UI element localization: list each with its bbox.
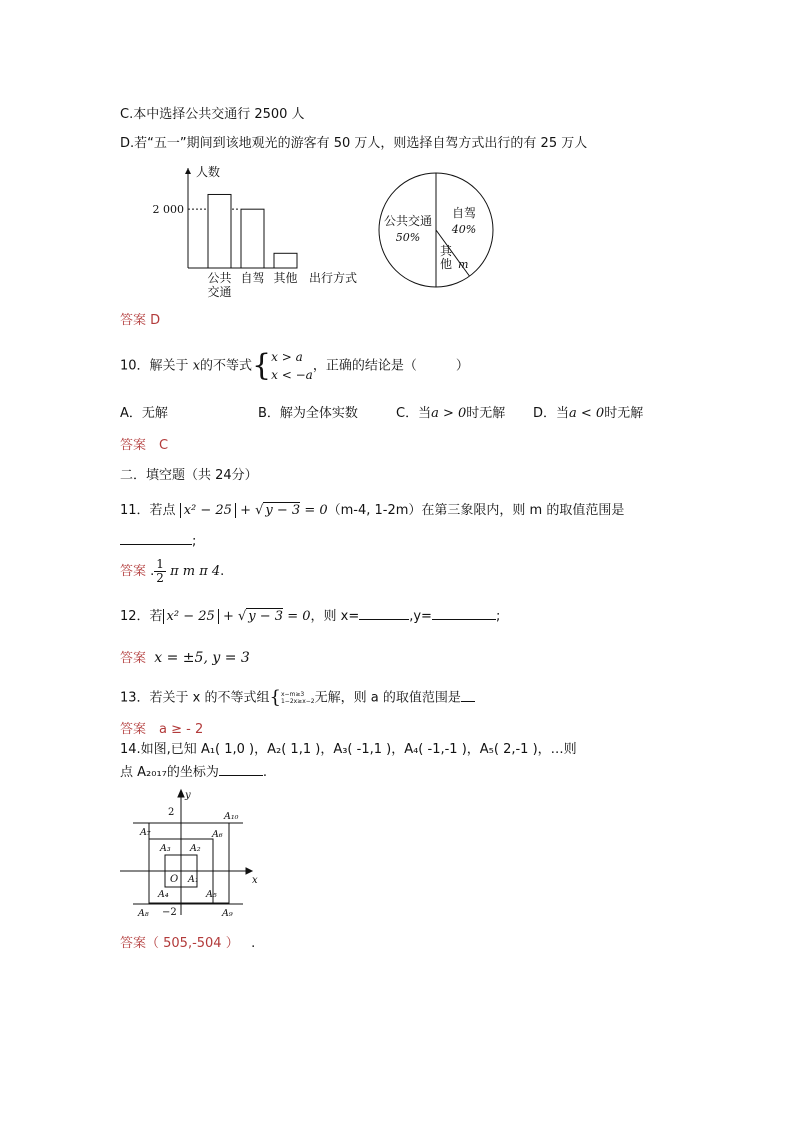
option-d: D.若“五一”期间到该地观光的游客有 50 万人，则选择自驾方式出行的有 25 万人 <box>120 136 588 151</box>
q11-blank-line <box>120 532 196 550</box>
label-a4: A₄ <box>158 889 169 900</box>
q13-answer: 答案 a ≥ - 2 <box>120 722 204 737</box>
q14-answer: 答案（ 505,-504 ） <box>120 936 239 951</box>
q10-ineq1: x > a <box>271 350 303 364</box>
q10-system <box>271 348 313 384</box>
answer-blank <box>120 532 192 545</box>
q12-abs-expr: x² − 25 <box>163 609 219 624</box>
pie-label-other-2: 他 <box>439 257 453 271</box>
tick-bottom: −2 <box>162 907 177 918</box>
q11-tail: ; <box>192 534 197 549</box>
label-a5: A₅ <box>206 889 217 900</box>
label-a9: A₉ <box>222 908 233 919</box>
q13-suffix: 无解，则 a 的取值范围是 <box>314 690 461 706</box>
axis-y-label: y <box>185 790 191 801</box>
q10-option-d-pre: D．当 <box>533 406 570 421</box>
q11-frac-den: 2 <box>156 571 164 585</box>
q11-answer-end: . <box>220 564 225 579</box>
q11-frac-num: 1 <box>156 557 164 571</box>
q11-answer <box>120 558 224 586</box>
label-a10: A₁₀ <box>224 811 239 822</box>
q10-option-c-math: a > 0 <box>431 406 467 421</box>
y-blank <box>432 607 496 620</box>
q14-answer-end: . <box>251 936 256 951</box>
bar-1 <box>241 209 264 268</box>
bar-2 <box>274 253 297 268</box>
q10-answer: 答案 C <box>120 438 169 453</box>
answer-blank <box>219 763 263 776</box>
bar-category-label: 自驾 <box>240 271 265 285</box>
q11-eq: = 0 <box>304 503 328 518</box>
q9-answer: 答案 D <box>120 313 161 328</box>
label-a7: A₇ <box>140 827 151 838</box>
q10-option-b: B．解为全体实数 <box>258 406 358 421</box>
label-a6: A₆ <box>212 829 223 840</box>
q11-prefix: 11．若点 <box>120 503 176 518</box>
q11-answer-rest: π m π 4 <box>170 564 221 579</box>
y-arrow-icon <box>178 790 184 797</box>
q14-line2-post: . <box>262 765 268 780</box>
q12-answer <box>120 648 250 669</box>
q13-prefix: 13．若关于 x 的不等式组 <box>120 690 270 706</box>
q10-option-d <box>533 406 643 422</box>
pie-label-other-1: 其 <box>439 244 453 258</box>
q10-option-c <box>396 406 505 422</box>
q11-abs-expr: x² − 25 <box>180 503 236 518</box>
bar-category-label: 公共 <box>207 271 232 285</box>
bar-0 <box>208 194 231 268</box>
q11-fraction <box>154 558 166 585</box>
x-blank <box>359 607 409 620</box>
q13-sys2: 1−2x≥x−2 <box>280 698 315 705</box>
origin-label: O <box>170 874 179 885</box>
label-a1: A₁ <box>188 874 199 885</box>
q12-tail: ; <box>495 609 501 624</box>
brace-icon: { <box>252 348 272 383</box>
bar-category-label: 交通 <box>207 285 232 299</box>
answer-blank <box>461 689 475 702</box>
pie-label-1: 自驾 <box>451 206 477 220</box>
pie-value-other: m <box>458 258 469 271</box>
q14-answer-line <box>120 936 255 952</box>
pie-label-0: 公共交通 <box>383 214 433 228</box>
q10-option-a: A．无解 <box>120 406 168 421</box>
q10-stem <box>120 348 469 388</box>
option-c: C.本中选择公共交通行 2500 人 <box>120 107 305 122</box>
label-a8: A₈ <box>138 908 149 919</box>
sqrt-icon: √ <box>237 609 247 624</box>
q13-system <box>281 691 315 705</box>
pie-chart <box>378 165 496 295</box>
section-title: 二．填空题（共 24分） <box>120 468 258 483</box>
pie-value-0: 50% <box>395 231 421 244</box>
axis-x-label: x <box>252 875 258 886</box>
q11-answer-dot: . <box>150 564 155 579</box>
brace-icon: { <box>269 687 281 708</box>
q14-line2 <box>120 763 267 781</box>
q12-mid: ，则 x= <box>310 609 360 624</box>
pie-chart-plot <box>379 173 493 287</box>
q12-y-label: ,y= <box>409 609 432 624</box>
q11-sqrt-expr: y − 3 <box>265 503 301 518</box>
label-a2: A₂ <box>190 843 201 854</box>
q12-stem <box>120 606 500 628</box>
q10-prefix: 10．解关于 <box>120 358 193 374</box>
q10-option-d-post: 时无解 <box>604 406 644 421</box>
q10-var: x <box>192 358 201 374</box>
bar-ylabel: 人数 <box>196 165 221 179</box>
q11-text: （m-4, 1-2m）在第三象限内，则 m 的取值范围是 <box>327 503 625 518</box>
q12-plus: + <box>222 609 234 624</box>
q11-plus: + <box>240 503 251 518</box>
q10-mid: 的不等式 <box>200 358 253 374</box>
bar-category-label: 其他 <box>273 271 298 285</box>
q11-stem <box>120 500 624 522</box>
q12-eq: = 0 <box>287 609 311 624</box>
q10-option-d-math: a < 0 <box>569 406 605 421</box>
q11-answer-label: 答案 <box>120 564 147 579</box>
q10-suffix: ，正确的结论是（ ） <box>312 358 469 374</box>
spiral-figure <box>118 785 268 921</box>
q14-line2-pre: 点 A₂₀₁₇的坐标为 <box>120 765 219 780</box>
x-arrow-icon <box>246 868 252 874</box>
q12-sqrt-expr: y − 3 <box>248 609 284 624</box>
q14-line1: 14.如图,已知 A₁( 1,0 )，A₂( 1,1 )，A₃( -1,1 )，A₄( -1,-1 )，A₅( 2,-1 )，…则 <box>120 742 577 757</box>
q10-option-c-post: 时无解 <box>466 406 506 421</box>
bar-ytick-label: 2 000 <box>152 203 184 217</box>
tick-top: 2 <box>168 807 175 818</box>
q12-prefix: 12．若 <box>120 609 163 624</box>
q13-stem <box>120 686 475 711</box>
pie-value-1: 40% <box>451 223 477 236</box>
q13-sys1: x−m≥3 <box>280 691 305 698</box>
y-arrow-icon <box>185 168 191 174</box>
sqrt-icon: √ <box>255 503 264 518</box>
bar-chart-plot <box>153 164 358 299</box>
bar-chart <box>148 160 380 305</box>
q10-ineq2: x < −a <box>271 368 313 382</box>
label-a3: A₃ <box>160 843 171 854</box>
q12-answer-label: 答案 <box>120 651 147 666</box>
q10-option-c-pre: C．当 <box>396 406 432 421</box>
q12-answer-math: x = ±5, y = 3 <box>154 650 250 666</box>
bar-xlabel: 出行方式 <box>309 271 358 285</box>
